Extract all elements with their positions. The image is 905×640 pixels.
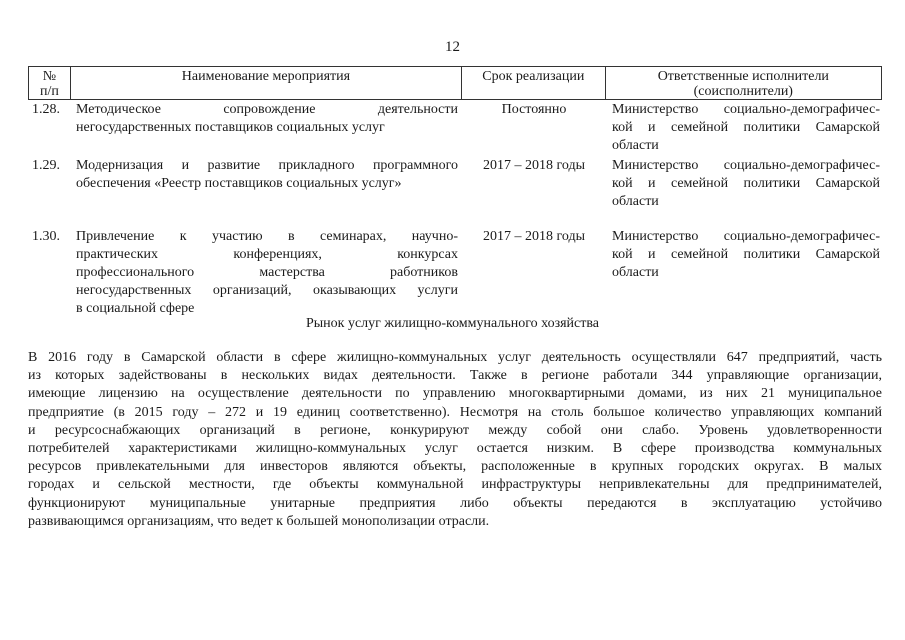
row-responsible [606,228,882,318]
section-title: Рынок услуг жилищно-коммунального хозяйства [305,316,600,331]
header-num-line: № [42,69,57,84]
row-resp-line: Министерство социально-демографичес- [612,158,880,173]
row-number: 1.28. [32,102,60,117]
body-paragraph [28,349,882,531]
row-term: 2017 – 2018 годы [482,229,586,244]
table-row [28,101,882,155]
row-term: Постоянно [501,102,567,117]
header-resp-line: (соисполнители) [693,84,793,99]
header-resp-line: Ответственные исполнители [657,69,829,84]
row-name-line: Модернизация и развитие прикладного программного [76,158,458,173]
row-name [70,157,462,211]
row-resp-line: Министерство социально-демографичес- [612,229,880,244]
row-name [70,228,462,318]
header-term: Срок реализации [462,67,606,99]
row-number: 1.29. [32,158,60,173]
row-name-line: обеспечения «Реестр поставщиков социальных услуг» [76,176,402,191]
row-resp-line: области [612,265,659,280]
body-line: ресурсов привлекательными для инвесторов являются объекты, расположенные в крупных городских округах. В малых [28,459,882,475]
header-responsible [606,67,881,99]
header-num-line: п/п [40,84,59,99]
body-line: потребителей характеристиками жилищно-коммунальных услуг остается низким. В сфере производства коммунальных [28,441,882,457]
row-responsible [606,157,882,211]
table-row [28,228,882,318]
page-number: 12 [445,39,460,55]
row-number: 1.30. [32,229,60,244]
row-resp-line: кой и семейной политики Самарской [612,247,880,262]
row-resp-line: кой и семейной политики Самарской [612,120,880,135]
row-resp-line: области [612,138,659,153]
table-row [28,157,882,211]
body-line: В 2016 году в Самарской области в сфере жилищно-коммунальных услуг деятельность осуществляли 647 предприятий, часть [28,350,882,365]
body-line: городах и сельской местности, где объекты коммунальной инфраструктуры непривлекательны для предпринимателей, [28,477,882,493]
body-line: предприятие (в 2015 году – 272 и 19 единиц соответственно). Несмотря на столь большое количество управляющих компаний [28,404,882,420]
body-line: из которых задействованы в нескольких видах деятельности. Также в регионе работали 344 управляющие организации, [28,368,882,384]
row-name-line: Привлечение к участию в семинарах, научно- [76,229,458,244]
table-header [28,66,882,100]
body-line: развивающимся организациям, что ведет к большей монополизации отрасли. [28,513,490,529]
row-name-line: профессионального мастерства работников [76,265,458,280]
row-name-line: негосударственных поставщиков социальных услуг [76,120,385,135]
header-num [29,67,71,99]
row-name [70,101,462,155]
row-resp-line: кой и семейной политики Самарской [612,176,880,191]
row-name-line: практических конференциях, конкурсах [76,247,458,262]
header-name: Наименование мероприятия [71,67,462,99]
row-name-line: негосударственных организаций, оказывающих услуги [76,283,458,298]
row-responsible [606,101,882,155]
row-name-line: в социальной сфере [76,301,195,316]
row-term: 2017 – 2018 годы [482,158,586,173]
body-line: имеющие лицензию на осуществление деятельности по управлению многоквартирными домами, из них 21 муниципальное [28,386,882,402]
row-name-line: Методическое сопровождение деятельности [76,102,458,117]
row-resp-line: области [612,194,659,209]
body-line: и ресурсоснабжающих организаций в регионе, конкурируют между собой они слабо. Уровень удовлетворенности [28,422,882,438]
row-resp-line: Министерство социально-демографичес- [612,102,880,117]
body-line: функционируют муниципальные унитарные предприятия либо объекты передаются в эксплуатацию устойчиво [28,495,882,511]
